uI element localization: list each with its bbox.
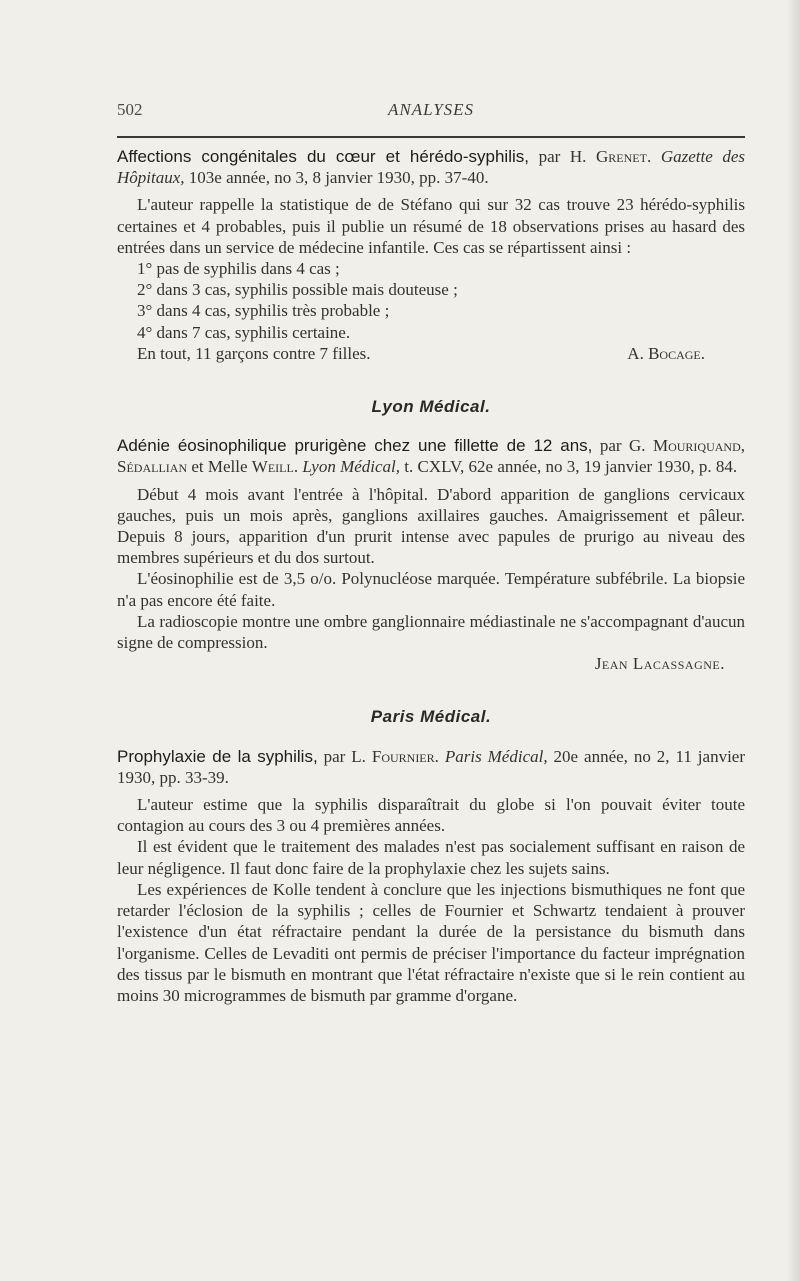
article-1-byline-separator: . [646,147,661,166]
article-2-authors: Mouriquand, Sédallian [117,436,745,477]
article-2-signature: Jean Lacassagne. [594,654,725,674]
article-1-closing: En tout, 11 garçons contre 7 filles. [137,343,371,363]
article-3-journal: Paris Médical, [444,746,548,766]
running-head [117,100,745,126]
article-2 [117,435,745,674]
article-1-item-4: 4° dans 7 cas, syphilis certaine. [137,322,351,342]
article-1-closing-line [117,343,745,364]
header-rule [117,136,745,138]
article-1 [117,146,745,364]
page-number: 502 [117,100,143,119]
article-3-byline-separator: . [434,746,445,766]
article-3 [117,746,745,1006]
page-content [117,146,745,1006]
article-1-item-3: 3° dans 4 cas, syphilis très probable ; [137,301,390,321]
article-1-paragraph-1: L'auteur rappelle la statistique de de Stéfano qui sur 32 cas trouve 23 hérédo-syphilis certaines et 4 probables, puis il publie un résumé de 18 observations prises au hasard des entrées dans un service de médecine infantile. Ces cas se répartissent ainsi : [117,195,745,257]
article-2-byline-mid: et Melle [187,457,252,477]
article-1-title: Affections congénitales du cœur et hérédo-syphilis, [117,147,529,166]
article-2-title: Adénie éosinophilique prurigène chez une fillette de 12 ans, [117,436,593,456]
article-1-heading [117,146,745,188]
article-2-heading [117,435,745,477]
article-3-author: Fournier [371,746,435,766]
article-1-item-1: 1° pas de syphilis dans 4 cas ; [137,259,340,279]
article-2-citation: t. CXLV, 62e année, no 3, 19 janvier 1930, p. 84. [400,457,738,477]
article-1-author: Grenet [596,147,647,166]
article-2-author-2: Weill [251,457,294,477]
article-2-paragraph-3: La radioscopie montre une ombre ganglionnaire médiastinale ne s'accompagnant d'aucun signe de compression. [117,611,745,653]
section-heading-lyon-medical: Lyon Médical. [371,397,491,417]
article-2-byline-separator: . [293,457,303,477]
article-2-byline-prefix: par G. [592,436,653,456]
article-1-item-2: 2° dans 3 cas, syphilis possible mais douteuse ; [137,280,458,300]
article-2-paragraph-1: Début 4 mois avant l'entrée à l'hôpital. D'abord apparition de ganglions cervicaux gauches, puis un mois après, ganglions axillaires gauches. Amaigrissement et pâleur. Depuis 8 jours, apparition d'un prurit intense avec papules de prurigo au niveau des membres supérieurs et du dos surtout. [117,484,745,568]
article-3-paragraph-3: Les expériences de Kolle tendent à conclure que les injections bismuthiques ne font que retarder l'éclosion de la syphilis ; celles de Fournier et Schwartz tendaient à prouver l'existence d'un état réfractaire pendant la durée de la persistance du bismuth dans l'organisme. Celles de Levaditi ont permis de préciser l'importance du facteur imprégnation des tissus par le bismuth en montrant que l'état réfractaire n'existe que si le rein contient au moins 30 microgrammes de bismuth par gramme d'organe. [117,879,745,1005]
article-1-signature: A. Bocage. [627,343,705,363]
article-2-journal: Lyon Médical, [302,457,401,477]
article-2-paragraph-2: L'éosinophilie est de 3,5 o/o. Polynucléose marquée. Température subfébrile. La biopsie n'a pas encore été faite. [117,569,745,610]
running-title: ANALYSES [387,100,475,119]
article-1-citation: 103e année, no 3, 8 janvier 1930, pp. 37-40. [184,168,489,188]
article-1-journal: Gazette des Hôpitaux, [117,147,746,188]
article-3-byline-prefix: par L. [317,746,372,766]
article-3-paragraph-1: L'auteur estime que la syphilis disparaîtrait du globe si l'on pouvait éviter toute contagion au cours des 3 ou 4 premières années. [117,795,745,836]
page-edge-shadow [786,0,800,1281]
article-3-heading [117,746,745,788]
article-3-citation: 20e année, no 2, 11 janvier 1930, pp. 33-39. [117,746,746,787]
section-heading-paris-medical: Paris Médical. [370,707,492,727]
article-1-byline-prefix: par H. [528,147,597,166]
article-3-paragraph-2: Il est évident que le traitement des malades n'est pas socialement suffisant en raison de leur négligence. Il faut donc faire de la prophylaxie chez les sujets sains. [117,837,745,878]
article-3-title: Prophylaxie de la syphilis, [117,746,318,766]
